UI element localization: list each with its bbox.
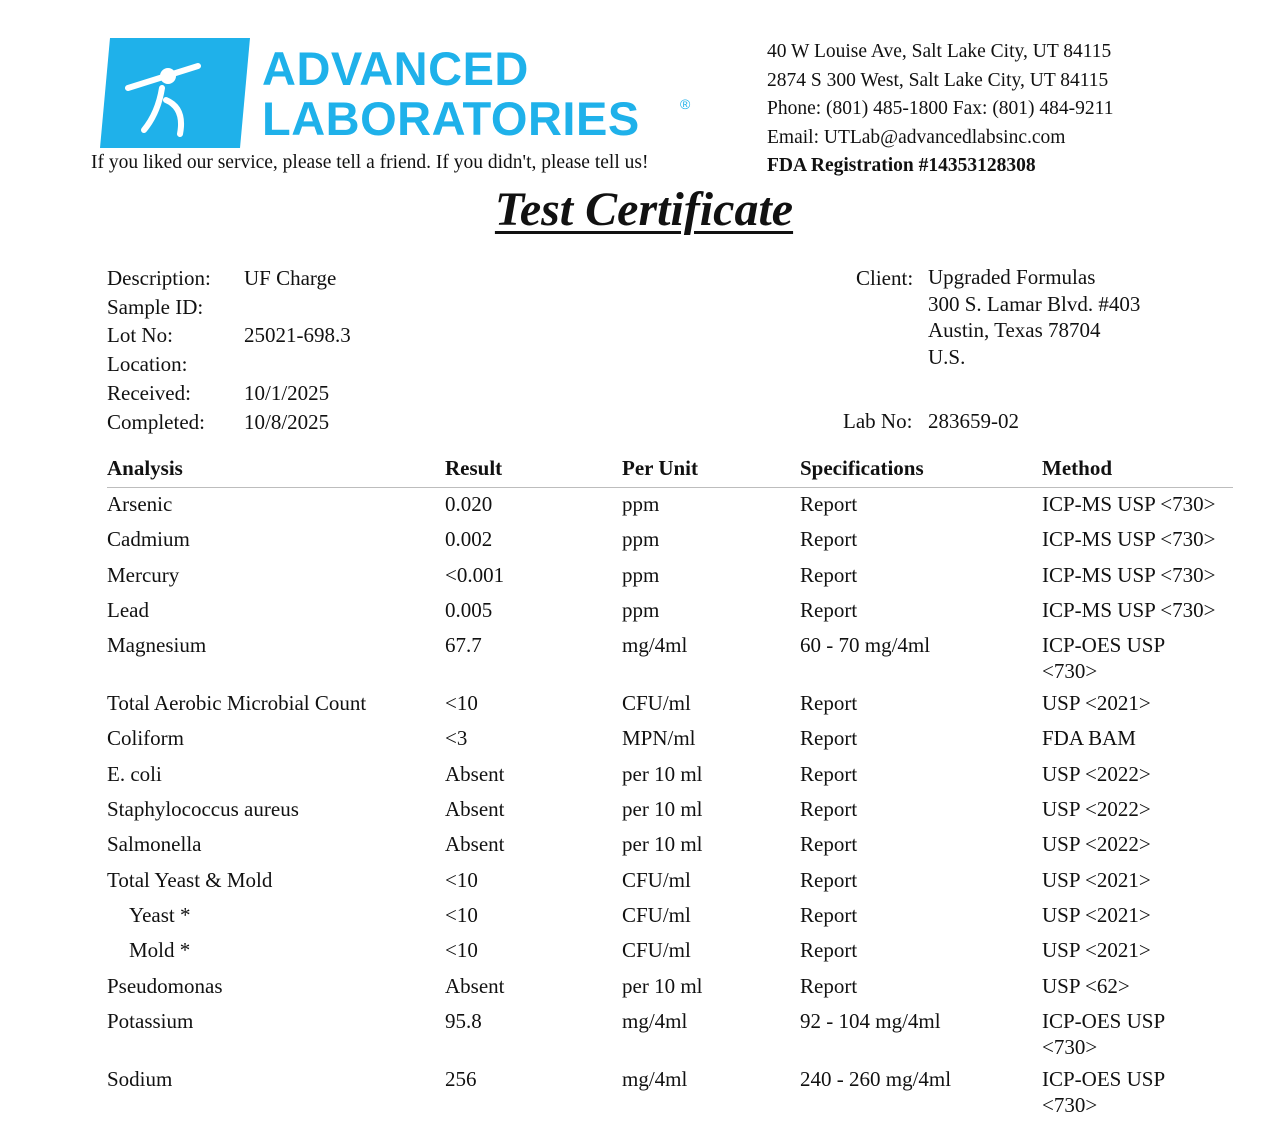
tagline: If you liked our service, please tell a friend. If you didn't, please tell us! xyxy=(91,152,649,173)
client-name: Upgraded Formulas xyxy=(928,265,1096,289)
per-unit-cell-text: ppm xyxy=(622,597,660,622)
method-cell xyxy=(1042,899,1233,934)
specification-cell xyxy=(800,828,1042,863)
analysis-cell-text: Sodium xyxy=(107,1066,173,1091)
analysis-cell-text: Total Aerobic Microbial Count xyxy=(107,691,367,716)
table-row xyxy=(107,488,1233,524)
result-cell xyxy=(445,629,622,687)
table-row xyxy=(107,758,1233,793)
method-cell xyxy=(1042,722,1233,757)
per-unit-cell-text: CFU/ml xyxy=(622,691,691,716)
analysis-cell xyxy=(107,488,445,524)
method-cell xyxy=(1042,934,1233,969)
per-unit-cell-text: mg/4ml xyxy=(622,1066,688,1091)
table-row xyxy=(107,970,1233,1005)
method-cell-text: ICP-OES USP <730> xyxy=(1042,1066,1165,1117)
email-line: Email: UTLab@advancedlabsinc.com xyxy=(767,126,1066,148)
client-label: Client: xyxy=(856,266,914,290)
analysis-cell xyxy=(107,722,445,757)
specification-cell xyxy=(800,594,1042,629)
result-cell xyxy=(445,758,622,793)
specification-cell-text: Report xyxy=(800,797,858,822)
analysis-cell xyxy=(107,687,445,722)
address-line: 2874 S 300 West, Salt Lake City, UT 84115 xyxy=(767,69,1109,91)
analysis-cell-text: Arsenic xyxy=(107,492,173,516)
table-row xyxy=(107,523,1233,558)
table-row xyxy=(107,687,1233,722)
result-cell-text: 256 xyxy=(445,1066,477,1091)
method-cell-text: USP <2022> xyxy=(1042,832,1151,857)
results-table xyxy=(107,456,1233,1121)
per-unit-cell-text: per 10 ml xyxy=(622,832,703,857)
specification-cell xyxy=(800,687,1042,722)
method-cell xyxy=(1042,559,1233,594)
lot-no-label: Lot No: xyxy=(107,323,173,348)
per-unit-cell-text: mg/4ml xyxy=(622,633,688,658)
specification-cell-text: Report xyxy=(800,597,858,622)
header-method: Method xyxy=(1042,456,1233,488)
method-cell-text: USP <2022> xyxy=(1042,761,1151,786)
analysis-cell-text: Total Yeast & Mold xyxy=(107,867,273,892)
specification-cell xyxy=(800,864,1042,899)
method-cell xyxy=(1042,970,1233,1005)
received-label: Received: xyxy=(107,380,191,405)
method-cell xyxy=(1042,1005,1233,1063)
method-cell xyxy=(1042,687,1233,722)
client-country: U.S. xyxy=(928,344,966,369)
document-title-wrap xyxy=(0,182,1288,237)
per-unit-cell xyxy=(622,523,800,558)
per-unit-cell-text: ppm xyxy=(622,527,660,552)
result-cell xyxy=(445,864,622,899)
method-cell xyxy=(1042,629,1233,687)
result-cell-text: 0.020 xyxy=(445,492,493,516)
result-cell-text: Absent xyxy=(445,761,505,786)
specification-cell-text: Report xyxy=(800,832,858,857)
method-cell-text: ICP-OES USP <730> xyxy=(1042,633,1165,684)
result-cell xyxy=(445,899,622,934)
per-unit-cell-text: MPN/ml xyxy=(622,726,696,751)
method-cell-text: USP <2021> xyxy=(1042,867,1151,892)
analysis-cell-text: E. coli xyxy=(107,761,162,786)
per-unit-cell xyxy=(622,828,800,863)
lab-no-label: Lab No: xyxy=(843,409,913,433)
table-row xyxy=(107,1005,1233,1063)
phone-fax-line: Phone: (801) 485-1800 Fax: (801) 484-9211 xyxy=(767,98,1114,119)
method-cell-text: ICP-MS USP <730> xyxy=(1042,492,1216,516)
specification-cell xyxy=(800,629,1042,687)
result-cell xyxy=(445,722,622,757)
table-header-row xyxy=(107,456,1233,488)
method-cell-text: ICP-MS USP <730> xyxy=(1042,597,1216,622)
specification-cell-text: Report xyxy=(800,938,858,963)
results-body xyxy=(107,488,1233,1121)
result-cell-text: 0.002 xyxy=(445,527,493,552)
method-cell-text: USP <2021> xyxy=(1042,691,1151,716)
table-row xyxy=(107,828,1233,863)
table-row xyxy=(107,559,1233,594)
result-cell xyxy=(445,1005,622,1063)
analysis-cell xyxy=(107,1063,445,1121)
lot-no-value: 25021-698.3 xyxy=(244,323,351,348)
result-cell xyxy=(445,970,622,1005)
per-unit-cell-text: per 10 ml xyxy=(622,973,703,998)
per-unit-cell xyxy=(622,629,800,687)
completed-value: 10/8/2025 xyxy=(244,409,330,434)
result-cell xyxy=(445,488,622,524)
table-row xyxy=(107,1063,1233,1121)
analysis-cell-text: Lead xyxy=(107,597,149,622)
method-cell xyxy=(1042,758,1233,793)
method-cell-text: ICP-MS USP <730> xyxy=(1042,527,1216,552)
address-line: 40 W Louise Ave, Salt Lake City, UT 84115 xyxy=(767,41,1112,62)
per-unit-cell xyxy=(622,559,800,594)
table-row xyxy=(107,899,1233,934)
sample-id-value xyxy=(244,293,351,322)
analysis-cell xyxy=(107,1005,445,1063)
specification-cell-text: Report xyxy=(800,761,858,786)
analysis-cell-text: Staphylococcus aureus xyxy=(107,797,299,822)
analysis-cell xyxy=(107,864,445,899)
result-cell-text: Absent xyxy=(445,832,505,857)
table-row xyxy=(107,594,1233,629)
header-per-unit: Per Unit xyxy=(622,456,800,488)
description-value: UF Charge xyxy=(244,266,337,290)
method-cell xyxy=(1042,828,1233,863)
specification-cell xyxy=(800,793,1042,828)
specification-cell-text: Report xyxy=(800,902,858,927)
analysis-cell xyxy=(107,559,445,594)
analysis-cell-text: Yeast * xyxy=(129,902,191,927)
per-unit-cell xyxy=(622,488,800,524)
specification-cell xyxy=(800,758,1042,793)
per-unit-cell-text: CFU/ml xyxy=(622,867,691,892)
result-cell-text: 67.7 xyxy=(445,633,482,658)
analysis-cell xyxy=(107,934,445,969)
result-cell-text: <0.001 xyxy=(445,562,505,587)
specification-cell-text: Report xyxy=(800,973,858,998)
specification-cell-text: Report xyxy=(800,492,858,516)
sample-id-label: Sample ID: xyxy=(107,294,204,319)
lab-address-block xyxy=(767,38,1113,181)
result-cell-text: <3 xyxy=(445,726,468,751)
per-unit-cell-text: mg/4ml xyxy=(622,1008,688,1033)
result-cell xyxy=(445,523,622,558)
result-cell xyxy=(445,1063,622,1121)
method-cell xyxy=(1042,488,1233,524)
completed-label: Completed: xyxy=(107,409,205,434)
fda-registration: FDA Registration #14353128308 xyxy=(767,155,1036,176)
specification-cell-text: Report xyxy=(800,527,858,552)
table-row xyxy=(107,934,1233,969)
table-row xyxy=(107,722,1233,757)
result-cell-text: Absent xyxy=(445,973,505,998)
specification-cell xyxy=(800,1005,1042,1063)
per-unit-cell-text: per 10 ml xyxy=(622,797,703,822)
per-unit-cell-text: CFU/ml xyxy=(622,938,691,963)
client-street: 300 S. Lamar Blvd. #403 xyxy=(928,291,1141,316)
per-unit-cell-text: per 10 ml xyxy=(622,761,703,786)
client-address-block xyxy=(928,264,1140,370)
per-unit-cell xyxy=(622,687,800,722)
per-unit-cell xyxy=(622,934,800,969)
result-cell xyxy=(445,828,622,863)
analysis-cell-text: Potassium xyxy=(107,1008,194,1033)
specification-cell-text: 92 - 104 mg/4ml xyxy=(800,1008,941,1033)
method-cell-text: ICP-MS USP <730> xyxy=(1042,562,1216,587)
lab-no-value: 283659-02 xyxy=(928,409,1019,433)
sample-info-labels xyxy=(107,264,211,436)
per-unit-cell-text: ppm xyxy=(622,492,660,516)
method-cell-text: ICP-OES USP <730> xyxy=(1042,1008,1165,1059)
result-cell xyxy=(445,594,622,629)
per-unit-cell xyxy=(622,793,800,828)
specification-cell xyxy=(800,934,1042,969)
result-cell xyxy=(445,793,622,828)
per-unit-cell xyxy=(622,758,800,793)
method-cell-text: FDA BAM xyxy=(1042,726,1136,751)
header-specifications: Specifications xyxy=(800,456,1042,488)
specification-cell xyxy=(800,899,1042,934)
per-unit-cell-text: CFU/ml xyxy=(622,902,691,927)
brand-name-line1: ADVANCED xyxy=(262,42,529,95)
specification-cell-text: 240 - 260 mg/4ml xyxy=(800,1066,952,1091)
table-row xyxy=(107,629,1233,687)
specification-cell-text: Report xyxy=(800,691,858,716)
result-cell-text: Absent xyxy=(445,797,505,822)
result-cell-text: 0.005 xyxy=(445,597,493,622)
per-unit-cell xyxy=(622,970,800,1005)
method-cell xyxy=(1042,523,1233,558)
result-cell-text: 95.8 xyxy=(445,1008,482,1033)
specification-cell xyxy=(800,488,1042,524)
analysis-cell xyxy=(107,828,445,863)
specification-cell-text: 60 - 70 mg/4ml xyxy=(800,633,931,658)
per-unit-cell xyxy=(622,1063,800,1121)
analysis-cell xyxy=(107,970,445,1005)
method-cell-text: USP <2022> xyxy=(1042,797,1151,822)
location-label: Location: xyxy=(107,352,188,377)
result-cell-text: <10 xyxy=(445,691,478,716)
method-cell xyxy=(1042,793,1233,828)
brand-name-line2: LABORATORIES xyxy=(262,92,640,145)
analysis-cell xyxy=(107,594,445,629)
specification-cell-text: Report xyxy=(800,562,858,587)
result-cell-text: <10 xyxy=(445,938,478,963)
analysis-cell xyxy=(107,899,445,934)
per-unit-cell xyxy=(622,899,800,934)
per-unit-cell xyxy=(622,864,800,899)
method-cell-text: USP <2021> xyxy=(1042,902,1151,927)
method-cell xyxy=(1042,864,1233,899)
result-cell-text: <10 xyxy=(445,902,478,927)
specification-cell xyxy=(800,1063,1042,1121)
analysis-cell-text: Magnesium xyxy=(107,633,207,658)
method-cell xyxy=(1042,1063,1233,1121)
analysis-cell-text: Cadmium xyxy=(107,527,190,552)
result-cell-text: <10 xyxy=(445,867,478,892)
specification-cell xyxy=(800,970,1042,1005)
header-analysis: Analysis xyxy=(107,456,445,488)
analysis-cell xyxy=(107,523,445,558)
specification-cell-text: Report xyxy=(800,726,858,751)
sample-info-values xyxy=(244,264,351,436)
method-cell xyxy=(1042,594,1233,629)
result-cell xyxy=(445,687,622,722)
analysis-cell-text: Mold * xyxy=(129,938,191,963)
per-unit-cell xyxy=(622,594,800,629)
per-unit-cell xyxy=(622,722,800,757)
per-unit-cell-text: ppm xyxy=(622,562,660,587)
analysis-cell xyxy=(107,758,445,793)
logo-icon xyxy=(100,38,250,148)
per-unit-cell xyxy=(622,1005,800,1063)
analysis-cell xyxy=(107,629,445,687)
document-title: Test Certificate xyxy=(494,183,794,236)
specification-cell xyxy=(800,523,1042,558)
analysis-cell-text: Coliform xyxy=(107,726,184,751)
received-value: 10/1/2025 xyxy=(244,380,330,405)
header-result: Result xyxy=(445,456,622,488)
result-cell xyxy=(445,934,622,969)
analysis-cell-text: Pseudomonas xyxy=(107,973,223,998)
analysis-cell xyxy=(107,793,445,828)
table-row xyxy=(107,864,1233,899)
specification-cell xyxy=(800,722,1042,757)
specification-cell xyxy=(800,559,1042,594)
client-city: Austin, Texas 78704 xyxy=(928,318,1101,342)
method-cell-text: USP <2021> xyxy=(1042,938,1151,963)
analysis-cell-text: Mercury xyxy=(107,562,180,587)
analysis-cell-text: Salmonella xyxy=(107,832,202,857)
table-row xyxy=(107,793,1233,828)
method-cell-text: USP <62> xyxy=(1042,973,1130,998)
registered-mark: ® xyxy=(680,96,691,112)
specification-cell-text: Report xyxy=(800,867,858,892)
location-value xyxy=(244,350,351,379)
result-cell xyxy=(445,559,622,594)
description-label: Description: xyxy=(107,266,211,290)
